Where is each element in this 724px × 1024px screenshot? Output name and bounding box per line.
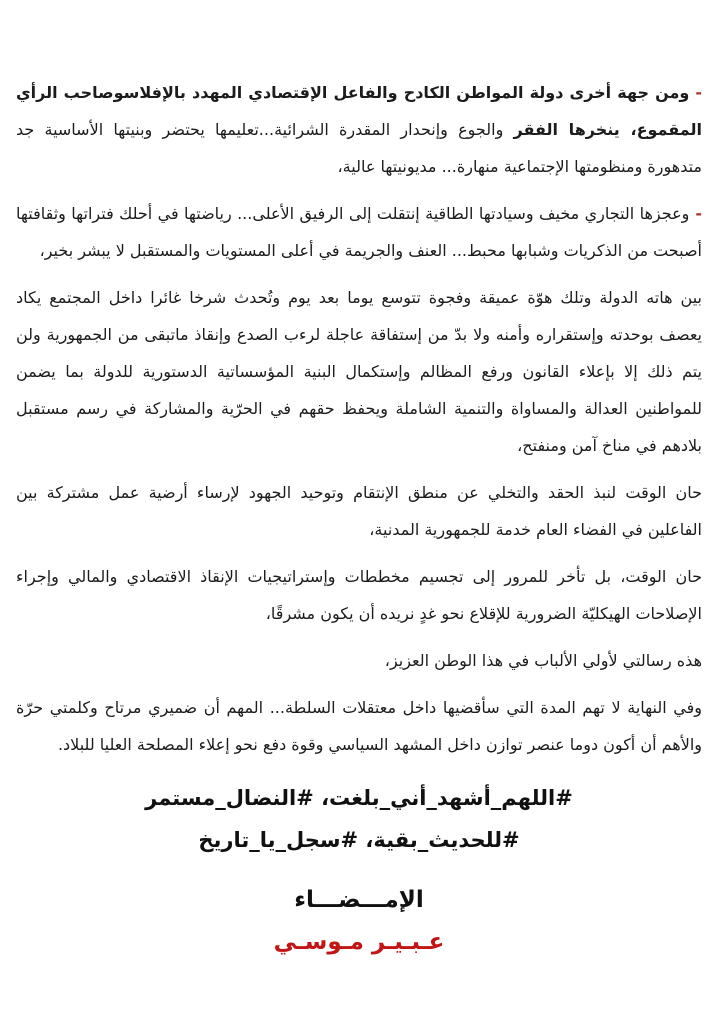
hashtag-line-2: #للحديث_بقية، #سجل_يا_تاريخ xyxy=(198,828,520,852)
bullet-1-bold-text: ومن جهة أخرى دولة المواطن الكادح والفاعل الإقتصادي المهدد بالإفلاسوصاحب الرأي المقموع، ينخرها الفقر xyxy=(16,83,703,139)
letter-body xyxy=(16,74,702,763)
paragraph-message-to-wise: هذه رسالتي لأولي الألباب في هذا الوطن العزيز، xyxy=(384,651,702,670)
paragraph-economic-rescue: حان الوقت، بل تأخر للمرور إلى تجسيم مخططات وإستراتيجيات الإنقاذ الاقتصادي والمالي وإجراء الإصلاحات الهيكليّة الضرورية للإقلاع نحو غدٍ نريده أن يكون مشرقًا، xyxy=(16,567,702,623)
bullet-item-2 xyxy=(16,195,702,269)
bullet-1-text: والجوع وإنحدار المقدرة الشرائية...تعليمها يحتضر وبنيتها الأساسية جد متدهورة ومنظومتها الإجتماعية منهارة... مديونيتها عالية، xyxy=(16,120,702,176)
bullet-2-text: وعجزها التجاري مخيف وسيادتها الطاقية إنتقلت إلى الرفيق الأعلى... رياضتها في أحلك فتراتها وثقافتها أصبحت من الذكريات وشبابها محبط... العنف والجريمة في أعلى المستويات والمستقبل لا يبشر بخير، xyxy=(16,204,702,260)
paragraph-conclusion: وفي النهاية لا تهم المدة التي سأقضيها داخل معتقلات السلطة... المهم أن ضميري مرتاح وكلمتي حرّة والأهم أن أكون دوما عنصر توازن داخل المشهد السياسي وقوة دفع نحو إعلاء المصلحة العليا للبلاد. xyxy=(16,698,702,754)
paragraph-unite-efforts: حان الوقت لنبذ الحقد والتخلي عن منطق الإنتقام وتوحيد الجهود لإرساء أرضية عمل مشتركة بين الفاعلين في الفضاء العام خدمة للجمهورية المدنية، xyxy=(16,483,702,539)
bullet-dash: - xyxy=(695,83,702,102)
hashtags-block xyxy=(16,777,702,861)
bullet-dash: - xyxy=(695,204,702,223)
bullet-item-1 xyxy=(16,74,702,185)
signature-label: الإمـــضـــاء xyxy=(294,887,424,913)
hashtag-line-1: #اللهم_أشهد_أني_بلغت، #النضال_مستمر xyxy=(145,786,573,810)
paragraph-gap-between-states: بين هاته الدولة وتلك هوّة عميقة وفجوة تتوسع يوما بعد يوم وتُحدث شرخا غائرا داخل المجتمع يكاد يعصف بوحدته وإستقراره وأمنه ولا بدّ من إستفاقة عاجلة لرءب الصدع وإنقاذ ماتبقى من الجمهورية ولن يتم ذلك إلا بإعلاء القانون ورفع المظالم وإستكمال البنية المؤسساتية الدستورية للدولة بما يضمن للمواطنين العدالة والمساواة والتنمية الشاملة ويحفظ حقهم في الحرّية والمشاركة في رسم مستقبل بلادهم في مناخ آمن ومنفتح، xyxy=(16,288,702,455)
signature-name: عـبـيـر مـوسـي xyxy=(273,929,445,955)
